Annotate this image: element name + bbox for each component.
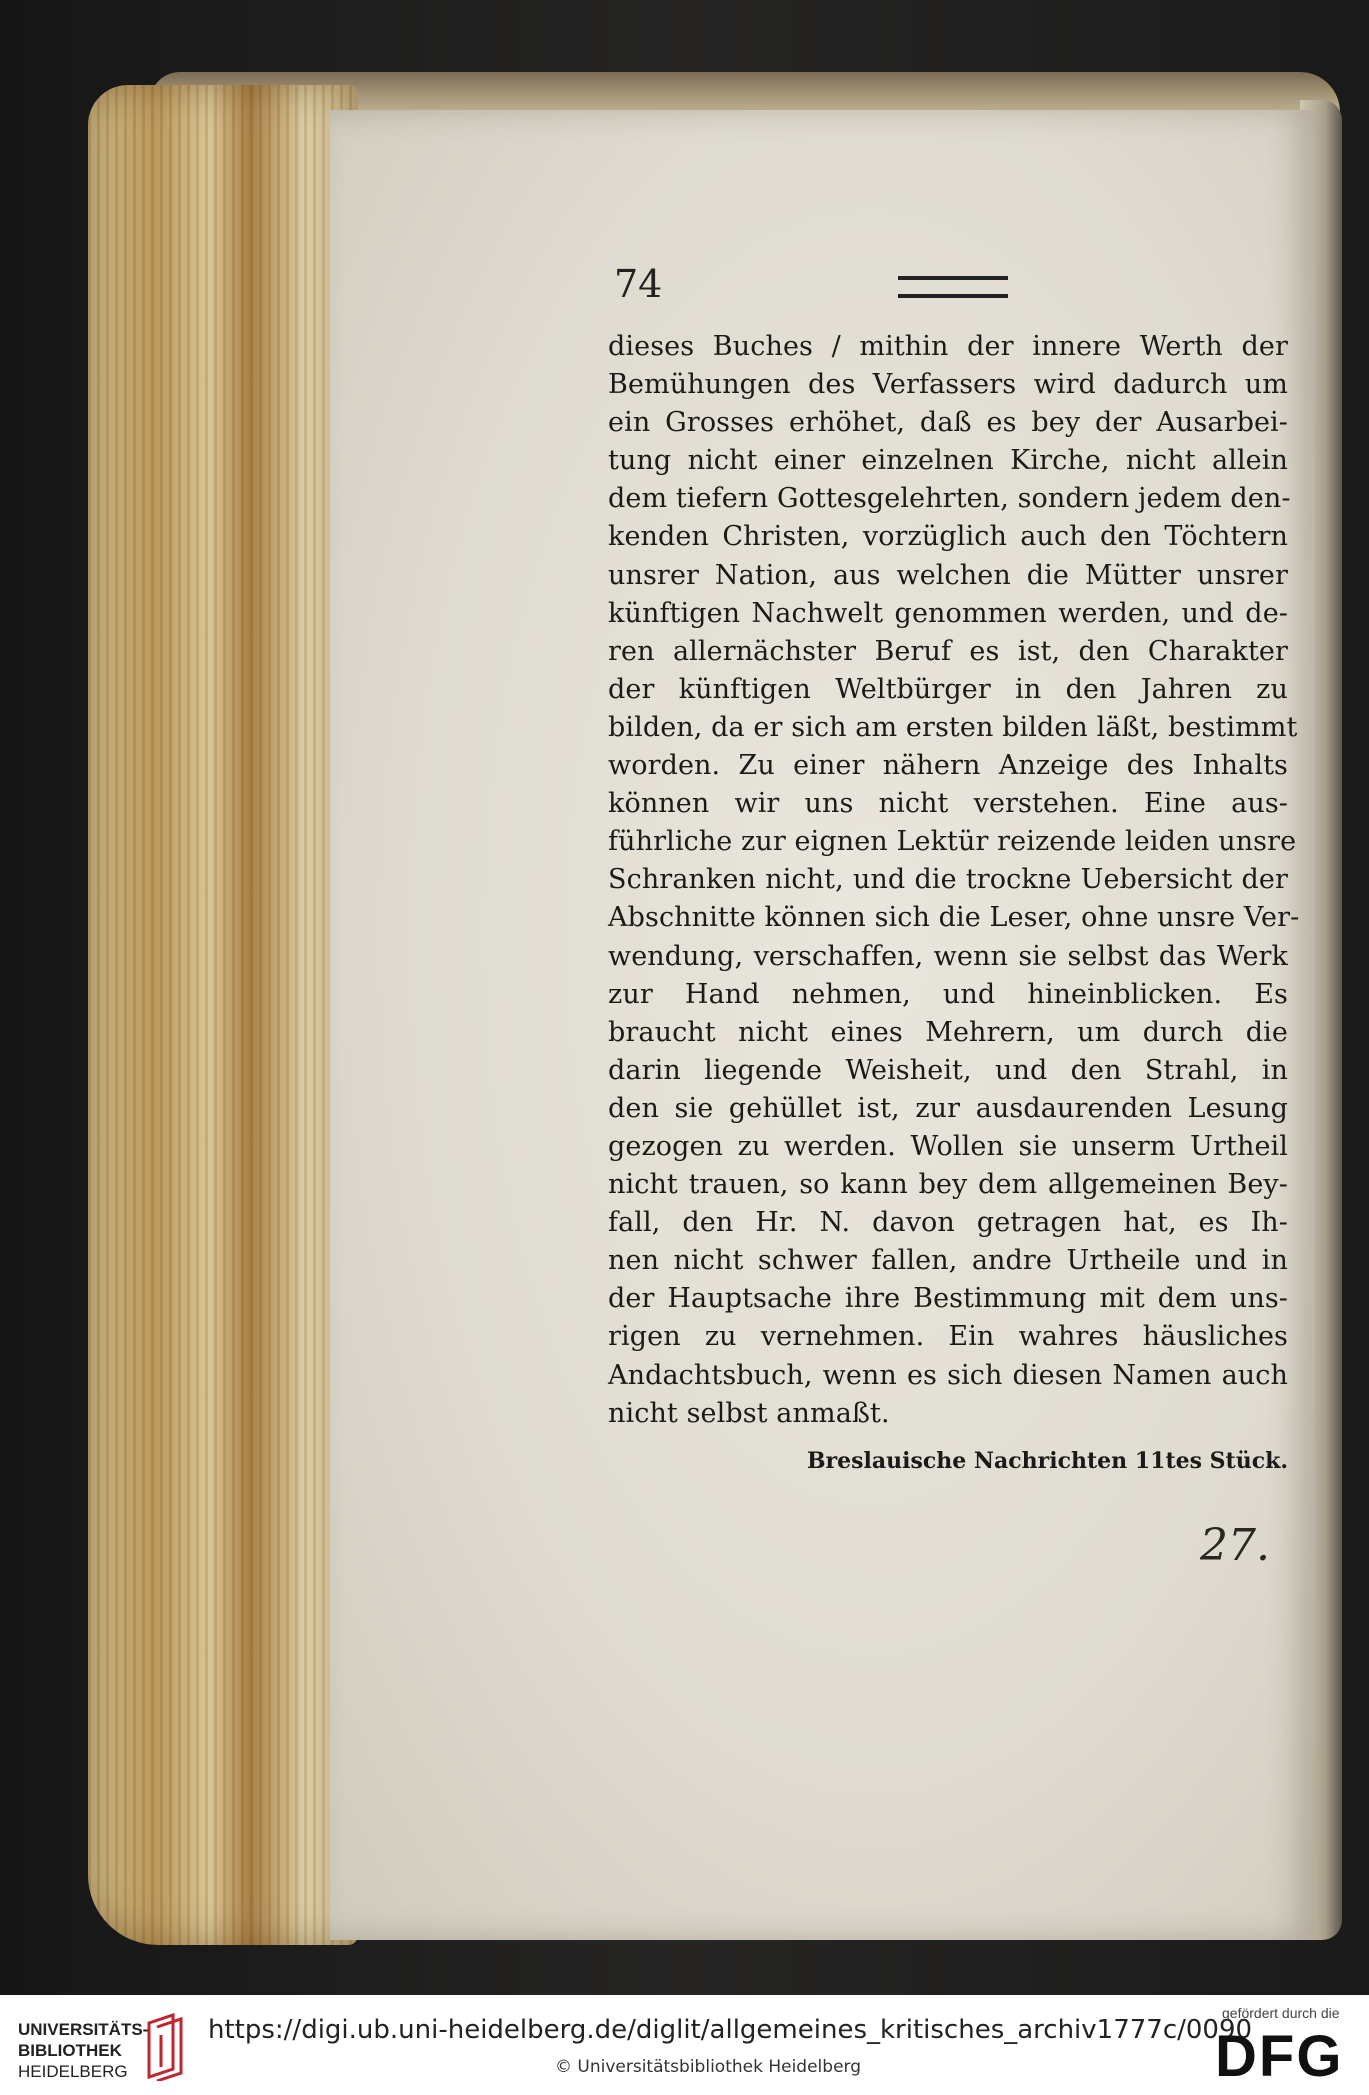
text-line: rigen zu vernehmen. Ein wahres häusliches [608, 1321, 1288, 1353]
text-line: Bemühungen des Verfassers wird dadurch um [608, 369, 1288, 401]
text-line: Andachtsbuch, wenn es sich diesen Namen auch [608, 1359, 1288, 1391]
text-line: Schranken nicht, und die trockne Uebersicht der [608, 864, 1288, 896]
text-line: dieses Buches / mithin der innere Werth der [608, 331, 1288, 362]
body-text [608, 328, 1300, 1433]
text-line: tung nicht einer einzelnen Kirche, nicht allein [608, 445, 1288, 477]
dfg-logo: DFG [1215, 2024, 1344, 2089]
text-line: unsrer Nation, aus welchen die Mütter unsrer [608, 559, 1288, 591]
page-number: 74 [614, 262, 663, 306]
page-text-block [608, 256, 1300, 1481]
text-line: wendung, verschaffen, wenn sie selbst das Werk [608, 940, 1288, 972]
text-line: können wir uns nicht verstehen. Eine aus- [608, 788, 1288, 820]
text-line: führliche zur eignen Lektür reizende leiden unsre [608, 826, 1297, 858]
text-line: worden. Zu einer nähern Anzeige des Inhalts [608, 750, 1288, 782]
text-line: künftigen Nachwelt genommen werden, und de- [608, 597, 1288, 629]
text-line: dem tiefern Gottesgelehrten, sondern jedem den- [608, 483, 1291, 515]
text-line: kenden Christen, vorzüglich auch den Töchtern [608, 521, 1288, 553]
page-header [608, 256, 1288, 326]
library-name-line2: BIBLIOTHEK [18, 2041, 122, 2060]
text-line: der Hauptsache ihre Bestimmung mit dem uns- [608, 1283, 1288, 1315]
handwritten-number: 27. [1200, 1520, 1270, 1571]
library-name-line3: HEIDELBERG [18, 2062, 128, 2081]
permalink-url[interactable]: https://digi.ub.uni-heidelberg.de/diglit/allgemeines_kritisches_archiv1777c/0090 [208, 2015, 1253, 2045]
text-line: bilden, da er sich am ersten bilden läßt, bestimmt [608, 711, 1298, 743]
text-line: darin liegende Weisheit, und den Strahl, in [608, 1054, 1288, 1086]
book-page-edges [88, 85, 358, 1945]
header-double-rule [898, 276, 1008, 298]
text-line: den sie gehüllet ist, zur ausdaurenden Lesung [608, 1092, 1288, 1124]
text-line: fall, den Hr. N. davon getragen hat, es Ih- [608, 1207, 1288, 1239]
text-line: nicht trauen, so kann bey dem allgemeinen Bey- [608, 1169, 1288, 1201]
text-line: gezogen zu werden. Wollen sie unserm Urtheil [608, 1130, 1288, 1162]
text-line: der künftigen Weltbürger in den Jahren zu [608, 673, 1288, 705]
library-logo-icon [143, 2009, 189, 2081]
source-citation: Breslauische Nachrichten 11tes Stück. [806, 1447, 1288, 1474]
library-name-line1: UNIVERSITÄTS- [18, 2020, 149, 2039]
text-line: nen nicht schwer fallen, andre Urtheile und in [608, 1245, 1288, 1277]
text-line: ren allernächster Beruf es ist, den Charakter [608, 635, 1288, 667]
text-line: zur Hand nehmen, und hineinblicken. Es [608, 978, 1288, 1010]
funded-by-label: gefördert durch die [1222, 2005, 1340, 2021]
text-line: braucht nicht eines Mehrern, um durch die [608, 1016, 1288, 1048]
text-line: ein Grosses erhöhet, daß es bey der Ausarbei- [608, 407, 1288, 439]
text-line: Abschnitte können sich die Leser, ohne unsre Ver- [608, 902, 1300, 934]
copyright-notice: © Universitätsbibliothek Heidelberg [555, 2057, 862, 2077]
library-logo-text [18, 2019, 148, 2082]
viewer-footer [0, 1995, 1369, 2095]
text-line: nicht selbst anmaßt. [608, 1397, 890, 1429]
